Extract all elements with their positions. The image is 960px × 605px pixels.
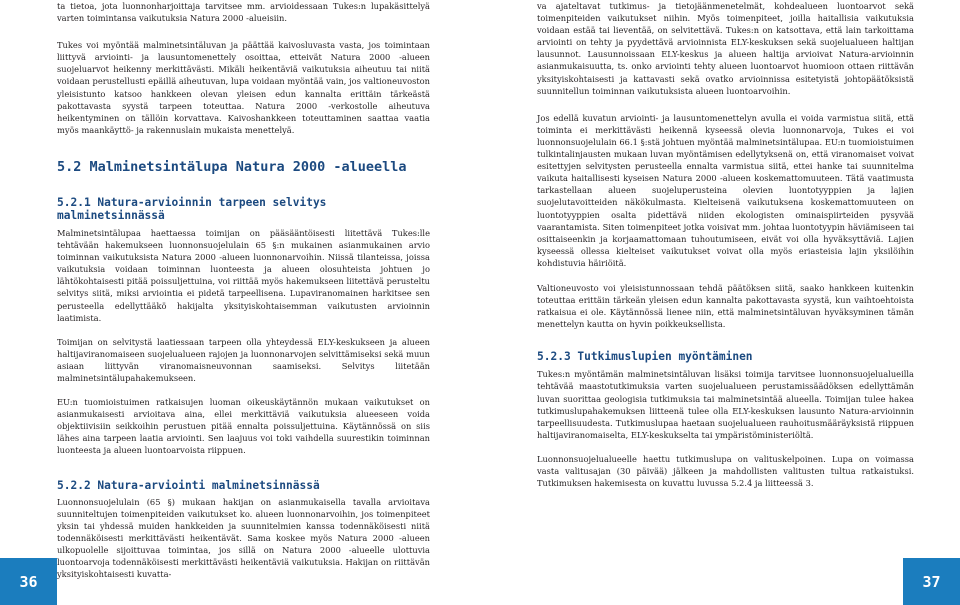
right-page-column <box>537 0 914 489</box>
paragraph-research-permit: Tukes:n myöntämän malminetsintäluvan lisäksi toimija tarvitsee luonnonsuojelualueilla tehtävää maastotutkimuksia varten suojelualueen perustamissäädöksen edellyttämän luvan suorittaa geologisia tutkimuksia tai malminetsintää alueella. Toimijan tulee hakea tutkimuslupahakemuksen liitteenä tulee olla ELY-keskuksen lausunto Natura-arvioinnin tarpeellisuudesta. Tutkimuslupaa haetaan suojelualueen rauhoitusmääräyksistä riippuen haltijaviranomaiselta, ELY-keskukselta tai ympäristöministeriöltä. <box>537 369 914 440</box>
section-heading-5-2: 5.2 Malminetsintälupa Natura 2000 -alueella <box>57 158 407 175</box>
paragraph-permits-natura: Tukes voi myöntää malminetsintäluvan ja päättää kaivosluvasta vasta, jos toimintaan liittyvä arviointi- ja lausuntomenettely osoittaa, etteivät Natura 2000 -alueen suojeluarvot heikenny merkittävästi. Mikäli heikentäviä vaikutuksia aiheutuu tai niitä voidaan perustellusti epäillä aiheutuvan, lupa voidaan myöntää vain, jos valtioneuvoston yleisistunto katsoo hankkeen olevan yleisen edun kannalta erittäin tärkeästä pakottavasta syystä tarpeen toteuttaa. Natura 2000 -verkostolle aiheutuva heikentyminen on tällöin korvattava. Kaivoshankkeen toteuttaminen saattaa vaatia myös maankäyttö- ja rakennuslain mukaista menettelyä. <box>57 40 430 135</box>
paragraph-government-decision: Valtioneuvosto voi yleisistunnossaan tehdä päätöksen siitä, saako hankkeen kuitenkin toteuttaa erittäin tärkeän yleisen edun kannalta pakottavasta syystä, kun vaihtoehtoista ratkaisua ei ole. Käytännössä lienee niin, että malminetsintäluvan hyväksyminen tämän menettelyn kautta on hyvin poikkeuksellista. <box>537 282 914 330</box>
page-number-left: 36 <box>0 558 57 605</box>
paragraph-permit-refusal: Jos edellä kuvatun arviointi- ja lausuntomenettelyn avulla ei voida varmistua siitä, että toiminta ei merkittävästi heikennä kyseessä olevia luonnonarvoja, Tukes ei voi luonnonsuojelulain 66.1 §:stä johtuen myöntää malminetsintälupaa. EU:n tuomioistuimen tulkintalinjausten mukaan luvan myöntämisen edellytyksenä on, että viranomaiset voivat esitettyjen selvitysten perusteella ennalta varmistua siitä, ettei hanke tai suunnitelma vaikuta haitallisesti kyseisen Natura 2000 -alueen koskemattomuuteen. Tätä vaatimusta tarkastellaan alueen suojeluperusteina olevien luontotyyppien ja lajien suojelutavoitteiden näkökulmasta. Kielteisenä vaikutuksena koskemattomuuteen on luontotyyppien osalta pidettävä niiden ekologisten ominaispiirteiden pysyvää vaarantamista. Siten toimenpiteet jotka voisivat mm. johtaa luontotyypin häviämiseen tai osittaiseenkin ja korjaamattomaan tuhoutumiseen, eivät voi olla hyväksyttäviä. Lajien kyseessä ollessa kielteiset vaikutukset voivat olla myös eriasteisia lajin yksilöihin kohdistuvia häiriöitä. <box>537 112 914 268</box>
intro-paragraph: ta tietoa, jota luonnonharjoittaja tarvitsee mm. arvioidessaan Tukes:n lupakäsittelyä varten toimintansa vaikutuksia Natura 2000 -alueisiin. <box>57 1 430 24</box>
section-heading-5-2-2: 5.2.2 Natura-arviointi malminetsinnässä <box>57 478 320 492</box>
page-number-right: 37 <box>903 558 960 605</box>
section-heading-5-2-3: 5.2.3 Tutkimuslupien myöntäminen <box>537 350 753 364</box>
paragraph-appeal: Luonnonsuojelualueelle haettu tutkimuslupa on valituskelpoinen. Lupa on voimassa vasta valitusajan (30 päivää) jälkeen ja mahdollisten valitusten tultua ratkaistuksi. Tutkimuksen hakemisesta on kuvattu luvussa 5.2.4 ja liitteessä 3. <box>537 453 914 489</box>
paragraph-ely-contact: Toimijan on selvitystä laatiessaan tarpeen olla yhteydessä ELY-keskukseen ja alueen haltijaviranomaiseen suojelualueen rajojen ja luonnonarvojen selvittämiseksi sekä muun asiaan liittyvän viranomaisneuvonnan saamiseksi. Selvitys liitetään malminetsintälupahakemukseen. <box>57 336 430 383</box>
paragraph-eu-court: EU:n tuomioistuimen ratkaisujen luoman oikeuskäytännön mukaan vaikutukset on asianmukaisesti arvioitava aina, ellei merkittäviä vaikutuksia alueeseen voida objektiivisiin seikkoihin perustuen pitää ennalta poissuljettuina. Käytännössä on siis lähes aina tarpeen laatia arviointi. Sen laajuus voi toki vaihdella suurestikin toiminnan luonteesta ja alueen luontoarvoista riippuen. <box>57 397 430 456</box>
section-heading-5-2-1: 5.2.1 Natura-arvioinnin tarpeen selvitys malminetsinnässä <box>57 195 327 222</box>
paragraph-nature-conservation-act: Luonnonsuojelulain (65 §) mukaan hakijan on asianmukaisella tavalla arvioitava suunniteltujen toimenpiteiden vaikutukset ko. alueen luonnonarvoihin, jos toimenpiteet yksin tai yhdessä muiden hankkeiden ja suunnitelmien kanssa todennäköisesti niitä todennäköisesti merkittävästi heikentävät. Sama koskee myös Natura 2000 -alueen ulkopuolelle sijoittuvaa toimintaa, jos sillä on Natura 2000 -alueelle ulottuvia luontoarvoja todennäköisesti merkittävästi heikentäviä vaikutuksia. Hakijan on riittävän yksityiskohtaisesti kuvatta- <box>57 496 430 580</box>
paragraph-assessment-statements: va ajateltavat tutkimus- ja tietojäänmenetelmät, kohdealueen luontoarvot sekä toimenpiteiden vaikutukset niihin. Myös toimenpiteet, joilla haitallisia vaikutuksia voidaan estää tai lieventää, on selvitettävä. Tukes:n on katsottava, että lain tarkoittama arviointi on tehty ja pyydettävä arvioinnista ELY-keskuksen sekä suojelualueen haltijan lausunnot. Lausunnoissaan ELY-keskus ja alueen haltija arvioivat Natura-arvioinnin asianmukaisuutta, ts. onko arviointi tehty alueen luontoarvot huomioon ottaen riittävän yksityiskohtaisesti ja kattavasti sekä ovatko arvioinnissa esitetyistä johtopäätöksistä suunnitellun toiminnan vaikutuksista alueen luontoarvoihin. <box>537 1 914 96</box>
paragraph-application-assessment: Malminetsintälupaa haettaessa toimijan on pääsääntöisesti liitettävä Tukes:lle tehtävään hakemukseen luonnonsuojelulain 65 §:n mukainen asianmukainen arvio toiminnan vaikutuksista Natura 2000 -alueen luonnonarvoihin. Niissä tilanteissa, joissa vaikutuksia voidaan toiminnan luonteesta ja alueen olosuhteista johtuen jo lähtökohtaisesti pitää poissuljettuina, voi riittää myös hakemukseen liitettävä perusteltu selvitys siitä, miksi arviointia ei pidetä tarpeellisena. Lupaviranomainen harkitsee sen perusteella edellyttääkö hakijalta yksityiskohtaisemman vaikutusten arvioinnin laatimista. <box>57 227 430 323</box>
left-page-column <box>57 0 430 580</box>
